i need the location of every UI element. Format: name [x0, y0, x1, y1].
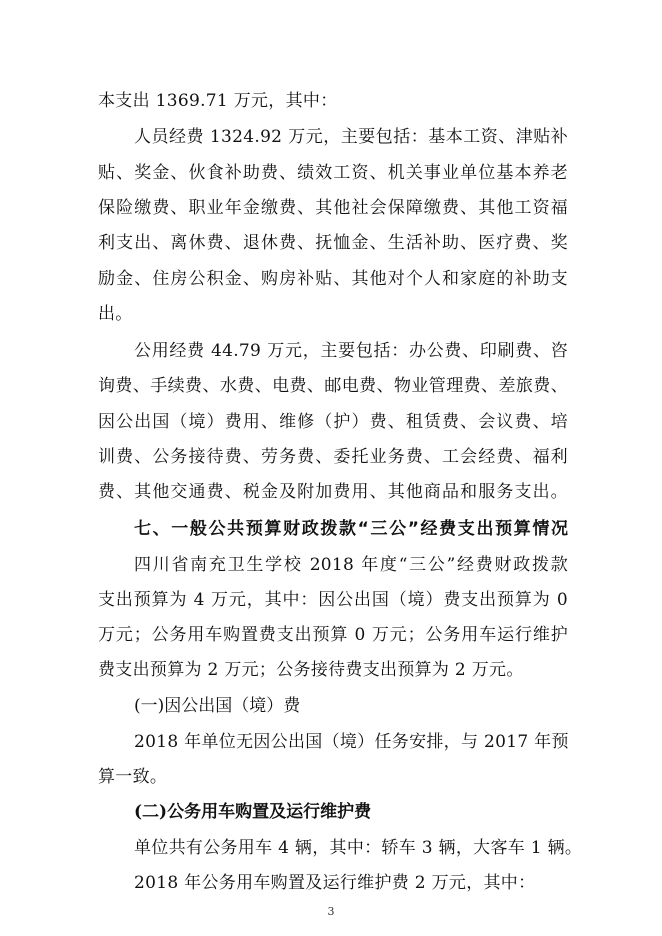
- public-expense-line: 询费、手续费、水费、电费、邮电费、物业管理费、差旅费、: [98, 376, 568, 396]
- subsection-two-line: 单位共有公务用车 4 辆，其中：轿车 3 辆，大客车 1 辆。: [134, 838, 583, 858]
- public-expense-line: 公用经费 44.79 万元，主要包括：办公费、印刷费、咨: [134, 341, 568, 361]
- personnel-line: 励金、住房公积金、购房补贴、其他对个人和家庭的补助支: [98, 269, 568, 289]
- public-expense-line: 费、其他交通费、税金及附加费用、其他商品和服务支出。: [98, 482, 568, 502]
- intro-line: 本支出 1369.71 万元，其中：: [98, 91, 338, 111]
- section-seven-line: 万元；公务用车购置费支出预算 0 万元；公务用车运行维护: [98, 625, 568, 645]
- subsection-one-line: 2018 年单位无因公出国（境）任务安排，与 2017 年预: [134, 732, 569, 752]
- personnel-line: 人员经费 1324.92 万元，主要包括：基本工资、津贴补: [134, 127, 568, 147]
- subsection-two-line: 2018 年公务用车购置及运行维护费 2 万元，其中：: [134, 873, 536, 893]
- section-seven-heading: 七、一般公共预算财政拨款“三公”经费支出预算情况: [134, 519, 568, 539]
- personnel-line: 出。: [98, 304, 133, 324]
- section-seven-line: 四川省南充卫生学校 2018 年度“三公”经费财政拨款: [134, 555, 568, 575]
- page-number: 3: [327, 905, 335, 918]
- subsection-one-heading: (一)因公出国（境）费: [134, 696, 301, 716]
- section-seven-line: 费支出预算为 2 万元；公务接待费支出预算为 2 万元。: [98, 660, 524, 680]
- subsection-one-line: 算一致。: [98, 767, 168, 787]
- public-expense-line: 训费、公务接待费、劳务费、委托业务费、工会经费、福利: [98, 447, 568, 467]
- personnel-line: 贴、奖金、伙食补助费、绩效工资、机关事业单位基本养老: [98, 163, 568, 183]
- personnel-line: 保险缴费、职业年金缴费、其他社会保障缴费、其他工资福: [98, 198, 568, 218]
- public-expense-line: 因公出国（境）费用、维修（护）费、租赁费、会议费、培: [98, 412, 568, 432]
- personnel-line: 利支出、离休费、退休费、抚恤金、生活补助、医疗费、奖: [98, 233, 568, 253]
- subsection-two-heading: (二)公务用车购置及运行维护费: [134, 802, 372, 822]
- section-seven-line: 支出预算为 4 万元，其中：因公出国（境）费支出预算为 0: [98, 590, 568, 610]
